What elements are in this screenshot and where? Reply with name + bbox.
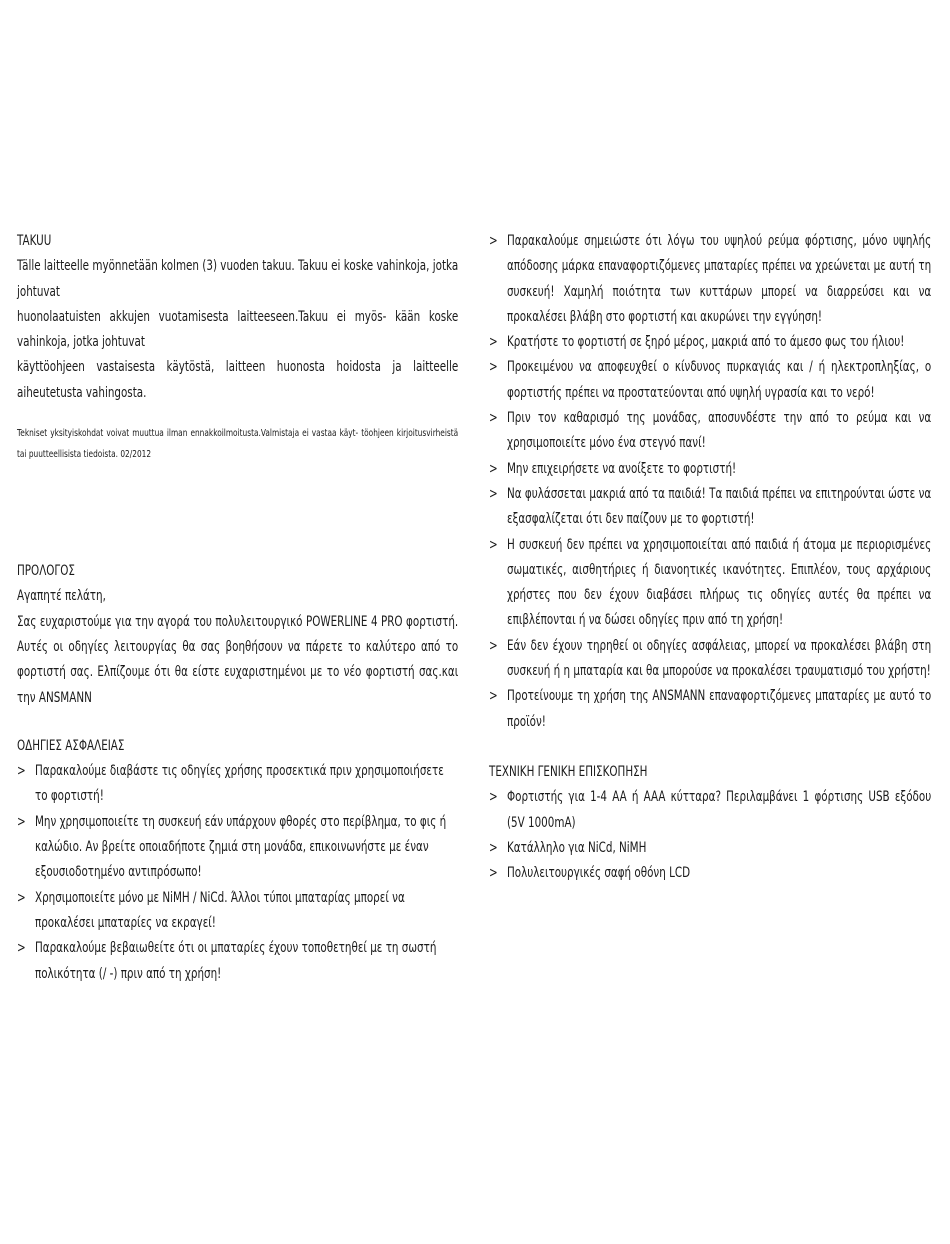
warranty-paragraph-3: käyttöohjeen vastaisesta käytöstä, laitteen huonosta hoidosta ja laitteelle aiheutetusta vahingosta.	[17, 359, 459, 401]
safety-continued-section	[489, 229, 931, 735]
bullet-marker: >	[489, 839, 498, 856]
list-item	[489, 482, 931, 533]
list-item	[17, 936, 458, 987]
list-item	[17, 759, 458, 810]
list-item	[489, 457, 931, 482]
prologue-heading: ΠΡΟΛΟΓΟΣ	[17, 563, 75, 580]
list-item-text: Πολυλειτουργικές σαφή οθόνη LCD	[506, 865, 691, 882]
list-item	[489, 684, 931, 735]
warranty-paragraph-1: Tälle laitteelle myönnetään kolmen (3) vuoden takuu. Takuu ei koske vahinkoja, jotka johtuvat	[17, 258, 459, 300]
list-item-text: Προκειμένου να αποφευχθεί ο κίνδυνος πυρκαγιάς και / ή ηλεκτροπληξίας, ο φορτιστής πρέπει να προστατεύονται από υψηλή υγρασία και το νερό!	[506, 359, 932, 401]
bullet-marker: >	[489, 536, 498, 553]
list-item-text: Η συσκευή δεν πρέπει να χρησιμοποιείται από παιδιά ή άτομα με περιορισμένες σωματικές, αισθητήριες ή διανοητικές ικανότητες. Επιπλέον, τους αρχάριους χρήστες που δεν έχουν διαβάσει πλήρως τις οδηγίες αυτές θα πρέπει να επιβλέπονται ή να δώσει οδηγίες πριν από τη χρήση!	[506, 536, 932, 629]
bullet-marker: >	[489, 688, 498, 705]
overview-heading: ΤΕΧΝΙΚΗ ΓΕΝΙΚΗ ΕΠΙΣΚΟΠΗΣΗ	[489, 763, 648, 780]
prologue-greeting: Αγαπητέ πελάτη,	[17, 588, 106, 605]
bullet-marker: >	[17, 763, 26, 780]
list-item	[489, 785, 931, 836]
bullet-marker: >	[489, 359, 498, 376]
list-item-text: Μην χρησιμοποιείτε τη συσκευή εάν υπάρχουν φθορές στο περίβλημα, το φις ή καλώδιο. Αν βρείτε οποιαδήποτε ζημιά στη μονάδα, επικοινωνήστε με έναν εξουσιοδοτημένο αντιπρόσωπο!	[34, 813, 447, 881]
prologue-section	[17, 559, 458, 711]
overview-list	[489, 785, 931, 886]
bullet-marker: >	[489, 460, 498, 477]
warranty-section	[17, 229, 458, 406]
bullet-marker: >	[489, 485, 498, 502]
bullet-marker: >	[17, 889, 26, 906]
list-item-text: Παρακαλούμε βεβαιωθείτε ότι οι μπαταρίες έχουν τοποθετηθεί με τη σωστή πολικότητα (/ -) πριν από τη χρήση!	[34, 940, 437, 982]
bullet-marker: >	[489, 334, 498, 351]
list-item	[489, 861, 931, 886]
list-item	[489, 330, 931, 355]
bullet-marker: >	[489, 637, 498, 654]
warranty-paragraph-2: huonolaatuisten akkujen vuotamisesta laitteeseen.Takuu ei myös- kään koske vahinkoja, jotka johtuvat	[17, 308, 459, 351]
prologue-body: Σας ευχαριστούμε για την αγορά του πολυλειτουργικό POWERLINE 4 PRO φορτιστή. Αυτές οι οδηγίες λειτουργίας θα σας βοηθήσουν να πάρετε το καλύτερο από το φορτιστή σας. Ελπίζουμε ότι θα είστε ευχαριστημένοι με το νέο φορτιστή σας.και την ANSMANN	[17, 613, 459, 706]
list-item	[17, 810, 458, 886]
list-item	[489, 634, 931, 685]
list-item-text: Εάν δεν έχουν τηρηθεί οι οδηγίες ασφάλειας, μπορεί να προκαλέσει βλάβη στη συσκευή ή η μπαταρία και θα μπορούσε να προκαλέσει τραυματισμό του χρήστη!	[506, 637, 932, 680]
bullet-marker: >	[489, 865, 498, 882]
bullet-marker: >	[489, 789, 498, 806]
warranty-heading: TAKUU	[17, 233, 52, 249]
list-item-text: Παρακαλούμε διαβάστε τις οδηγίες χρήσης προσεκτικά πριν χρησιμοποιήσετε το φορτιστή!	[34, 763, 444, 805]
list-item	[489, 355, 931, 406]
list-item-text: Μην επιχειρήσετε να ανοίξετε το φορτιστή!	[506, 460, 737, 477]
list-item-text: Κρατήστε το φορτιστή σε ξηρό μέρος, μακριά από το άμεσο φως του ήλιου!	[506, 334, 905, 351]
safety-section	[17, 734, 458, 987]
left-column	[17, 229, 458, 987]
list-item-text: Να φυλάσσεται μακριά από τα παιδιά! Τα παιδιά πρέπει να επιτηρούνται ώστε να εξασφαλίζεται ότι δεν παίζουν με το φορτιστή!	[506, 485, 932, 528]
list-item	[489, 836, 931, 861]
bullet-marker: >	[17, 940, 26, 957]
overview-section	[489, 760, 931, 886]
list-item-text: Προτείνουμε τη χρήση της ANSMANN επαναφορτιζόμενες μπαταρίες με αυτό το προϊόν!	[506, 688, 932, 730]
list-item	[17, 886, 458, 937]
list-item-text: Πριν τον καθαρισμό της μονάδας, αποσυνδέστε την από το ρεύμα και να χρησιμοποιείτε μόνο ένα στεγνό πανί!	[506, 410, 932, 452]
right-column	[489, 229, 931, 886]
list-item	[489, 533, 931, 634]
list-item-text: Φορτιστής για 1-4 AA ή AAA κύτταρα? Περιλαμβάνει 1 φόρτισης USB εξόδου (5V 1000mA)	[506, 789, 932, 831]
bullet-marker: >	[17, 813, 26, 830]
list-item-text: Παρακαλούμε σημειώστε ότι λόγω του υψηλού ρεύμα φόρτισης, μόνο υψηλής απόδοσης μάρκα επαναφορτιζόμενες μπαταρίες πρέπει να χρεώνεται με αυτή τη συσκευή! Χαμηλή ποιότητα των κυττάρων μπορεί να διαρρεύσει και να προκαλέσει βλάβη στο φορτιστή και ακυρώνει την εγγύηση!	[506, 233, 932, 325]
list-item-text: Κατάλληλο για NiCd, NiMH	[506, 839, 647, 856]
bullet-marker: >	[489, 410, 498, 427]
safety-list-continued	[489, 229, 931, 735]
warranty-fine-print: Tekniset yksityiskohdat voivat muuttua ilman ennakkoilmoitusta.Valmistaja ei vastaa käyt- töohjeen kirjoitusvirheistä tai puutteellisista tiedoista. 02/2012	[17, 428, 459, 461]
safety-heading: ΟΔΗΓΙΕΣ ΑΣΦΑΛΕΙΑΣ	[17, 737, 125, 754]
list-item	[489, 406, 931, 457]
list-item-text: Χρησιμοποιείτε μόνο με NiMH / NiCd. Άλλοι τύποι μπαταρίας μπορεί να προκαλέσει μπαταρίες να εκραγεί!	[34, 889, 405, 931]
list-item	[489, 229, 931, 330]
safety-list	[17, 759, 458, 987]
bullet-marker: >	[489, 233, 498, 249]
